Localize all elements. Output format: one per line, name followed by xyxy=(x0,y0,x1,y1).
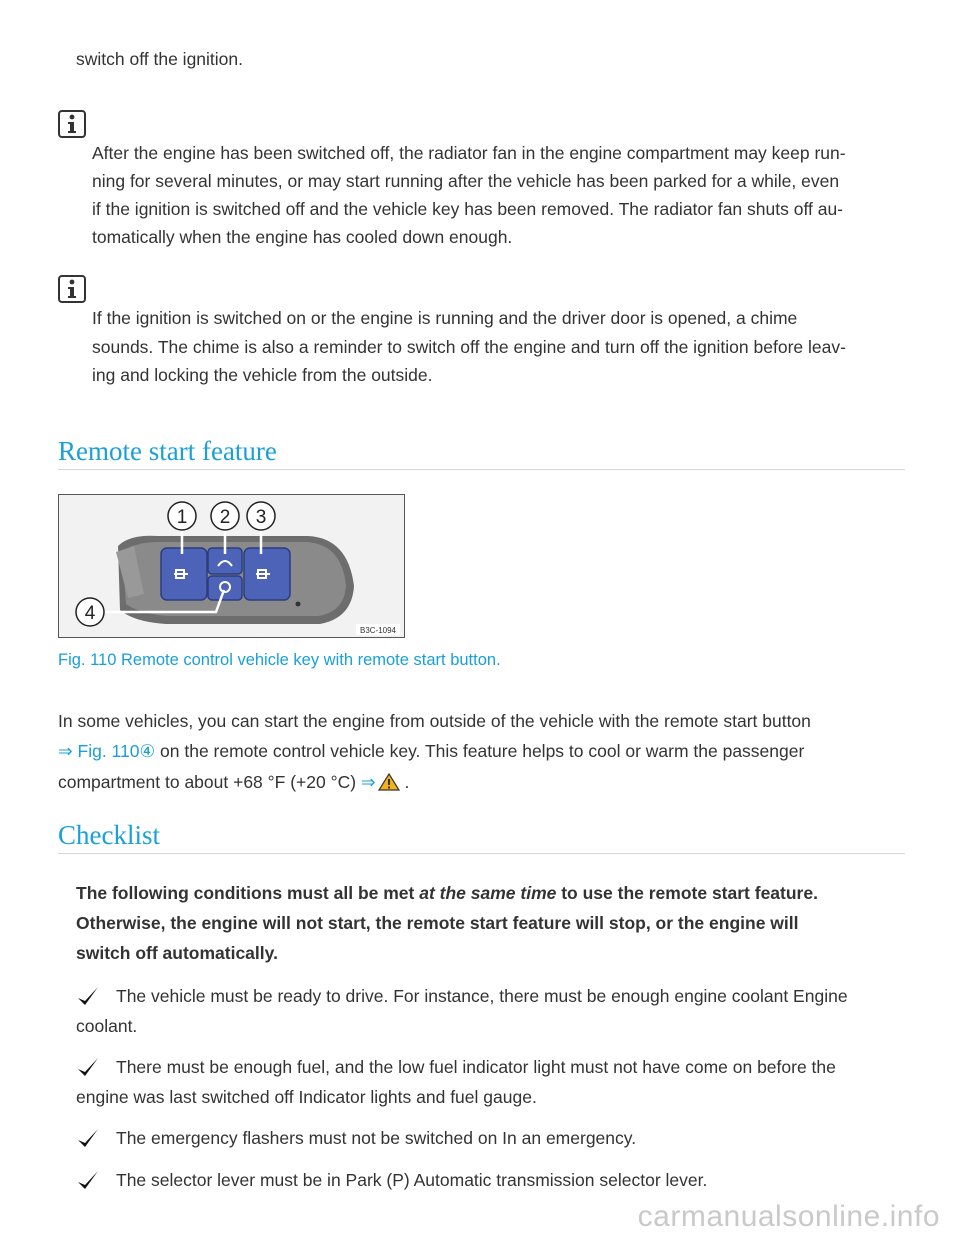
info-icon-glyph xyxy=(62,278,82,300)
note1-line: if the ignition is switched off and the vehicle key has been removed. The radiator fan shuts off au- xyxy=(92,199,844,219)
checklist-item-line: The vehicle must be ready to drive. For instance, there must be enough engine coolant Engine xyxy=(116,986,848,1006)
checkmark-icon xyxy=(76,1126,100,1150)
watermark: carmanualsonline.info xyxy=(637,1200,940,1233)
info-icon-glyph xyxy=(62,113,82,135)
checklist-item-line: coolant. xyxy=(76,1016,138,1036)
checklist-item-line: The selector lever must be in Park (P) Automatic transmission selector lever. xyxy=(116,1170,708,1190)
key-fob-illustration xyxy=(58,494,405,638)
callout-3-label: 3 xyxy=(255,507,267,528)
checklist-item-line: engine was last switched off Indicator lights and fuel gauge. xyxy=(76,1087,537,1107)
note1-line: After the engine has been switched off, the radiator fan in the engine compartment may keep run- xyxy=(92,143,846,163)
checkmark-icon xyxy=(76,984,100,1008)
warning-icon[interactable] xyxy=(378,773,400,791)
paragraph-text: on the remote control vehicle key. This feature helps to cool or warm the passenger xyxy=(155,741,805,761)
note2-line: If the ignition is switched on or the engine is running and the driver door is opened, a chime xyxy=(92,308,798,328)
paragraph-text: compartment to about +68 °F (+20 °C) xyxy=(58,772,361,792)
checklist-intro-line: switch off automatically. xyxy=(76,943,278,963)
callout-1-label: 1 xyxy=(176,507,188,528)
checklist-intro-text: to use the remote start feature. xyxy=(556,883,818,903)
paragraph-end: . xyxy=(399,772,410,792)
callout-4-label: 4 xyxy=(84,603,96,624)
info-icon xyxy=(58,275,86,303)
figure-caption: Fig. 110 Remote control vehicle key with remote start button. xyxy=(58,651,501,669)
checkmark-icon xyxy=(76,1055,100,1079)
warning-link[interactable]: ⇒ xyxy=(360,772,376,792)
checklist-intro-emphasis: at the same time xyxy=(419,883,557,903)
section-title-checklist: Checklist xyxy=(58,820,160,850)
paragraph-line: In some vehicles, you can start the engine from outside of the vehicle with the remote start button xyxy=(58,711,811,731)
note1-line: ning for several minutes, or may start running after the vehicle has been parked for a while, even xyxy=(92,171,840,191)
figure-callout-ref: ④ xyxy=(139,741,156,761)
checkmark-icon xyxy=(76,1168,100,1192)
intro-text: switch off the ignition. xyxy=(76,49,243,69)
section-title-remote-start: Remote start feature xyxy=(58,436,277,466)
note1-line: tomatically when the engine has cooled down enough. xyxy=(92,227,513,247)
info-icon xyxy=(58,110,86,138)
checklist-intro-line xyxy=(76,885,818,903)
section-divider xyxy=(58,469,905,470)
note2-line: ing and locking the vehicle from the outside. xyxy=(92,365,433,385)
section-divider xyxy=(58,853,905,854)
note2-line: sounds. The chime is also a reminder to switch off the engine and turn off the ignition before leav- xyxy=(92,337,846,357)
key-fob-figure xyxy=(58,494,405,638)
checklist-item-line: The emergency flashers must not be switched on In an emergency. xyxy=(116,1128,637,1148)
figure-code: B3C-1094 xyxy=(359,626,397,635)
checklist-intro-line: Otherwise, the engine will not start, the remote start feature will stop, or the engine will xyxy=(76,913,799,933)
paragraph-line-2 xyxy=(58,743,804,761)
checklist-item-line: There must be enough fuel, and the low fuel indicator light must not have come on before the xyxy=(116,1057,836,1077)
figure-link[interactable]: ⇒ Fig. 110 xyxy=(58,741,140,761)
paragraph-line-3 xyxy=(58,773,409,792)
checklist-intro-text: The following conditions must all be met xyxy=(76,883,420,903)
callout-2-label: 2 xyxy=(219,507,231,528)
